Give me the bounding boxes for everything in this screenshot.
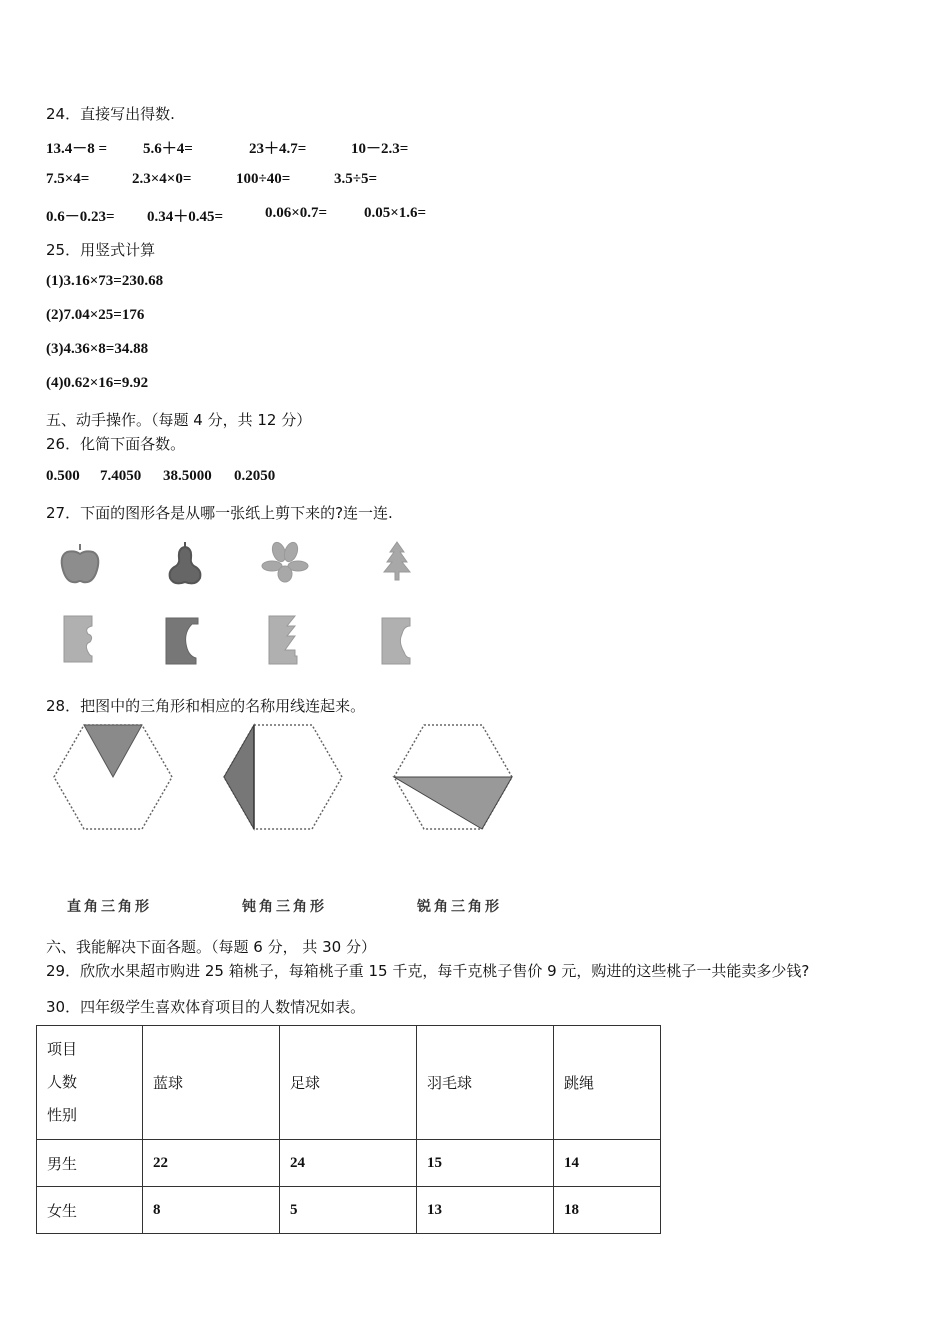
table-row (37, 1140, 661, 1187)
q24-title: 24．直接写出得数. (46, 105, 175, 123)
expression: 0.6－0.23= (46, 209, 115, 225)
number-to-simplify: 38.5000 (163, 468, 212, 484)
table-cell: 15 (417, 1140, 554, 1187)
number-to-simplify: 0.2050 (234, 468, 276, 484)
header-gender: 性别 (47, 1106, 78, 1124)
q28-title: 28．把图中的三角形和相应的名称用线连起来。 (46, 697, 366, 715)
label-right-triangle: 直角三角形 (67, 899, 152, 915)
table-row (37, 1187, 661, 1234)
q29-text: 29．欣欣水果超市购进 25 箱桃子，每箱桃子重 15 千克，每千克桃子售价 9 元，购进的这些桃子一共能卖多少钱? (46, 962, 810, 980)
header-item: 项目 (47, 1040, 78, 1058)
expression: 2.3×4×0= (132, 171, 192, 187)
table-header-row (37, 1026, 661, 1140)
q25-item-2: (2)7.04×25=176 (46, 307, 145, 323)
table-cell: 13 (417, 1187, 554, 1234)
expression: 5.6＋4= (143, 141, 193, 157)
apple-shape-icon (55, 538, 105, 588)
section-6-heading: 六、我能解决下面各题。（每题 6 分， 共 30 分） (46, 938, 376, 956)
section-5-heading: 五、动手操作。（每题 4 分，共 12 分） (46, 411, 312, 429)
gourd-cutout-paper-icon (162, 612, 202, 667)
expression: 10－2.3= (351, 141, 409, 157)
expression: 0.34＋0.45= (147, 209, 224, 225)
apple-cutout-paper-icon (378, 612, 418, 667)
column-header: 羽毛球 (417, 1026, 554, 1140)
table-cell: 22 (143, 1140, 280, 1187)
table-cell: 18 (554, 1187, 661, 1234)
sports-preference-table (36, 1025, 661, 1234)
flower-cutout-paper-icon (60, 612, 100, 667)
hexagon-figure-1 (48, 722, 178, 834)
column-header: 蓝球 (143, 1026, 280, 1140)
expression: 0.05×1.6= (364, 205, 427, 221)
diagonal-header-cell (37, 1026, 143, 1140)
table-cell: 14 (554, 1140, 661, 1187)
table-cell: 5 (280, 1187, 417, 1234)
q26-title: 26．化简下面各数。 (46, 435, 186, 453)
expression: 7.5×4= (46, 171, 90, 187)
expression: 13.4－8 = (46, 141, 108, 157)
row-label: 女生 (37, 1187, 143, 1234)
table-cell: 24 (280, 1140, 417, 1187)
q30-title: 30．四年级学生喜欢体育项目的人数情况如表。 (46, 998, 366, 1016)
q25-item-3: (3)4.36×8=34.88 (46, 341, 149, 357)
gourd-shape-icon (160, 538, 210, 588)
table-cell: 8 (143, 1187, 280, 1234)
q25-title: 25．用竖式计算 (46, 241, 156, 259)
q27-title: 27．下面的图形各是从哪一张纸上剪下来的?连一连. (46, 504, 393, 522)
tree-cutout-paper-icon (265, 612, 305, 667)
expression: 3.5÷5= (334, 171, 378, 187)
number-to-simplify: 7.4050 (100, 468, 142, 484)
label-acute-triangle: 锐角三角形 (417, 899, 502, 915)
q25-item-4: (4)0.62×16=9.92 (46, 375, 149, 391)
row-label: 男生 (37, 1140, 143, 1187)
tree-shape-icon (372, 538, 422, 588)
expression: 23＋4.7= (249, 141, 307, 157)
number-to-simplify: 0.500 (46, 468, 80, 484)
flower-shape-icon (260, 538, 310, 588)
header-count: 人数 (47, 1073, 78, 1091)
expression: 100÷40= (236, 171, 291, 187)
column-header: 跳绳 (554, 1026, 661, 1140)
label-obtuse-triangle: 钝角三角形 (242, 899, 327, 915)
q25-item-1: (1)3.16×73=230.68 (46, 273, 164, 289)
column-header: 足球 (280, 1026, 417, 1140)
hexagon-figure-2 (218, 722, 348, 834)
hexagon-figure-3 (388, 722, 518, 834)
expression: 0.06×0.7= (265, 205, 328, 221)
